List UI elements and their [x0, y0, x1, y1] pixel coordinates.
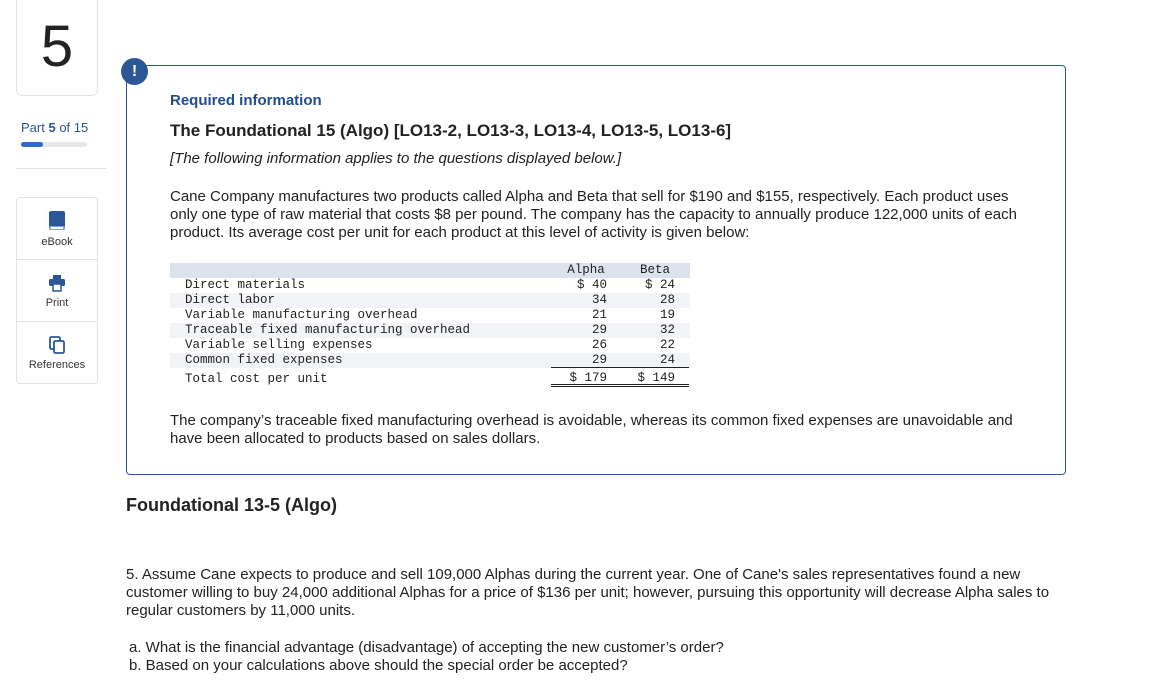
alpha-value: 29 — [591, 323, 607, 337]
beta-value: 32 — [659, 323, 675, 337]
alpha-value: 34 — [591, 293, 607, 307]
cost-table — [170, 263, 690, 390]
section-title: Foundational 13-5 (Algo) — [126, 495, 337, 515]
part-indicator — [21, 120, 88, 135]
references-label: References — [28, 358, 86, 371]
alpha-total: $ 179 — [551, 368, 621, 387]
problem-title: The Foundational 15 (Algo) [LO13-2, LO13-3, LO13-4, LO13-5, LO13-6] — [170, 121, 732, 140]
alpha-value: 29 — [551, 353, 621, 368]
book-icon — [47, 210, 67, 232]
ebook-label: eBook — [41, 235, 73, 248]
row-label: Variable manufacturing overhead — [185, 308, 418, 322]
table-header-alpha: Alpha — [567, 263, 605, 277]
ebook-button[interactable] — [17, 198, 97, 260]
closing-paragraph: The company’s traceable fixed manufacturing overhead is avoidable, whereas its common fixed expenses are unavoidable and have been allocated to products based on sales dollars. — [170, 412, 1013, 447]
printer-icon — [47, 273, 67, 293]
left-divider — [16, 168, 106, 169]
table-row — [170, 323, 690, 338]
question-number-box — [16, 0, 98, 96]
row-label: Traceable fixed manufacturing overhead — [185, 323, 471, 337]
total-label: Total cost per unit — [185, 372, 328, 386]
question-number: 5 — [40, 13, 74, 79]
required-information-card — [126, 65, 1066, 475]
table-header-row — [170, 263, 690, 278]
alpha-value: 21 — [591, 308, 607, 322]
beta-value: 19 — [659, 308, 675, 322]
alert-icon: ! — [121, 58, 148, 85]
beta-value: 24 — [621, 353, 689, 368]
part-progress-fill — [21, 142, 43, 147]
part-current: 5 — [48, 120, 56, 135]
applies-note: [The following information applies to the questions displayed below.] — [170, 150, 622, 167]
row-label: Direct labor — [185, 293, 276, 307]
question-text: 5. Assume Cane expects to produce and sell 109,000 Alphas during the current year. One of Cane's sales representatives found a new customer willing to buy 24,000 additional Alphas for a price of $136 per unit; however, pursuing this opportunity will decrease Alpha sales to regular customers by 11,000 units. — [126, 566, 1050, 619]
sub-question-b: b. Based on your calculations above should the special order be accepted? — [129, 657, 628, 674]
beta-total: $ 149 — [621, 368, 689, 387]
table-total-row — [170, 368, 690, 390]
row-label: Common fixed expenses — [185, 353, 343, 367]
references-icon — [47, 335, 67, 355]
intro-paragraph: Cane Company manufactures two products called Alpha and Beta that sell for $190 and $155, respectively. Each product uses only one type of raw material that costs $8 per pound. The company has the capacity to annually produce 122,000 units of each product. Its average cost per unit for each product at this level of activity is given below: — [170, 188, 1017, 241]
table-header-blank — [170, 263, 551, 278]
beta-value: 28 — [659, 293, 675, 307]
table-row — [170, 278, 690, 293]
table-row — [170, 338, 690, 353]
table-row — [170, 353, 690, 368]
print-label: Print — [45, 296, 69, 309]
print-button[interactable] — [17, 260, 97, 322]
table-header-beta: Beta — [639, 263, 670, 277]
required-information-heading: Required information — [170, 92, 322, 109]
beta-value: $ 24 — [644, 278, 675, 292]
alpha-value: $ 40 — [576, 278, 607, 292]
part-prefix: Part — [21, 120, 45, 135]
references-button[interactable] — [17, 322, 97, 383]
row-label: Direct materials — [185, 278, 306, 292]
table-row — [170, 293, 690, 308]
row-label: Variable selling expenses — [185, 338, 373, 352]
part-of-total: of 15 — [59, 120, 89, 135]
part-progress-bar — [21, 142, 87, 147]
tools-panel — [16, 197, 98, 384]
alpha-value: 26 — [591, 338, 607, 352]
table-row — [170, 308, 690, 323]
sub-question-a: a. What is the financial advantage (disadvantage) of accepting the new customer’s order? — [129, 639, 724, 656]
beta-value: 22 — [659, 338, 675, 352]
